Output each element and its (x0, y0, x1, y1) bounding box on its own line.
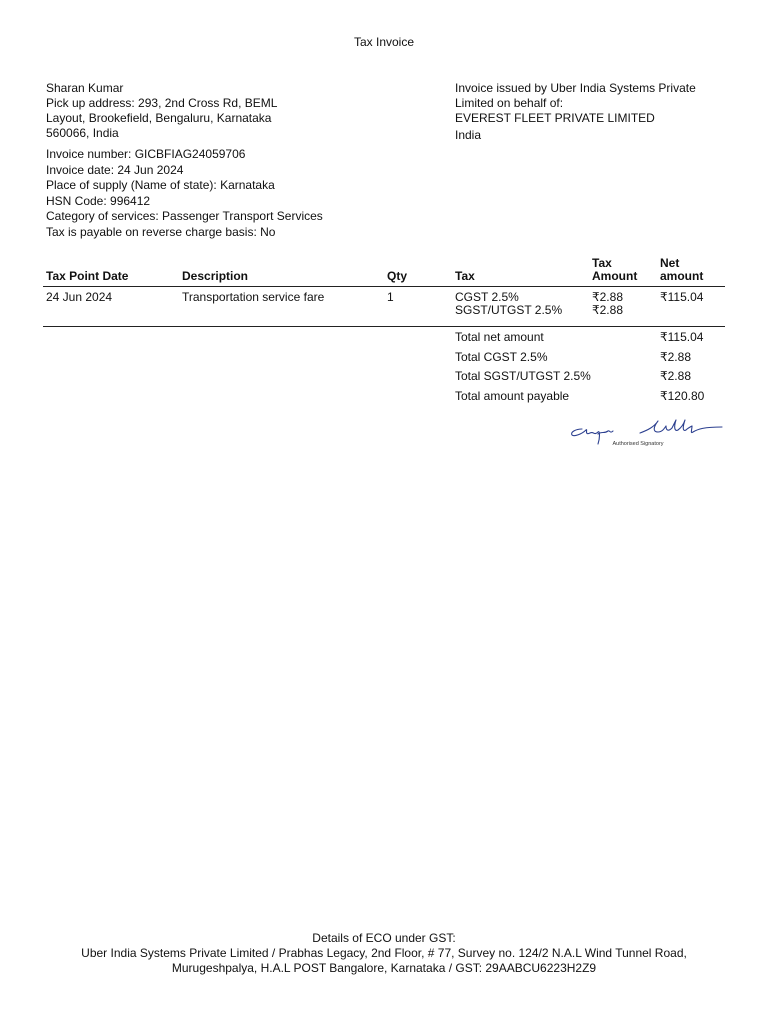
item-net-amount: ₹115.04 (660, 290, 704, 304)
total-cgst-value: ₹2.88 (660, 350, 691, 364)
items-divider (43, 326, 725, 327)
total-cgst-label: Total CGST 2.5% (455, 350, 548, 364)
item-description: Transportation service fare (182, 290, 325, 304)
customer-block (46, 81, 346, 141)
issuer-company: EVEREST FLEET PRIVATE LIMITED (455, 111, 655, 125)
eco-details-gst: Murugeshpalya, H.A.L POST Bangalore, Karnataka / GST: 29AABCU6223H2Z9 (171, 961, 597, 975)
total-sgst-value: ₹2.88 (660, 369, 691, 383)
reverse-charge: Tax is payable on reverse charge basis: No (46, 224, 276, 239)
item-qty: 1 (387, 290, 394, 304)
header-net-amount-line1: Net (660, 256, 680, 270)
eco-details-footer (0, 931, 768, 976)
header-qty: Qty (387, 269, 408, 283)
pickup-address-line: Layout, Brookefield, Bengaluru, Karnataka (46, 111, 272, 125)
header-tax-amount-line1: Tax (592, 256, 612, 270)
item-tax-amount-sgst: ₹2.88 (592, 303, 623, 317)
service-category: Category of services: Passenger Transport Services (46, 209, 323, 224)
pickup-address-line: 560066, India (46, 126, 119, 140)
document-title: Tax Invoice (353, 35, 415, 49)
issuer-line: Invoice issued by Uber India Systems Private (455, 81, 696, 95)
total-net-label: Total net amount (455, 330, 544, 344)
header-tax-amount-line2: Amount (592, 269, 638, 283)
issuer-country: India (455, 128, 482, 142)
total-sgst-label: Total SGST/UTGST 2.5% (455, 369, 591, 383)
invoice-number: Invoice number: GICBFIAG24059706 (46, 147, 246, 161)
header-tax: Tax (455, 269, 475, 283)
header-net-amount-line2: amount (660, 269, 704, 283)
hsn-code: HSN Code: 996412 (46, 193, 151, 208)
item-tax-sgst: SGST/UTGST 2.5% (455, 303, 563, 317)
header-tax-point-date: Tax Point Date (46, 269, 129, 283)
invoice-date: Invoice date: 24 Jun 2024 (46, 162, 184, 177)
item-tax-point-date: 24 Jun 2024 (46, 290, 113, 304)
item-tax-cgst: CGST 2.5% (455, 290, 519, 304)
total-net-value: ₹115.04 (660, 330, 704, 344)
pickup-address-line: Pick up address: 293, 2nd Cross Rd, BEML (46, 96, 278, 110)
total-payable-value: ₹120.80 (660, 389, 705, 403)
signature-caption: Authorised Signatory (612, 441, 664, 447)
issuer-line: Limited on behalf of: (455, 96, 564, 110)
eco-details-heading: Details of ECO under GST: (312, 931, 456, 945)
eco-details-address: Uber India Systems Private Limited / Prabhas Legacy, 2nd Floor, # 77, Survey no. 124/2 N.A.L Wind Tunnel Road, (81, 946, 687, 960)
item-tax-amount-cgst: ₹2.88 (592, 290, 623, 304)
header-divider (43, 286, 725, 287)
header-description: Description (182, 269, 249, 283)
customer-name: Sharan Kumar (46, 81, 124, 95)
place-of-supply: Place of supply (Name of state): Karnataka (46, 178, 275, 193)
total-payable-label: Total amount payable (455, 389, 570, 403)
invoice-meta (46, 147, 323, 241)
issuer-block (455, 81, 735, 143)
